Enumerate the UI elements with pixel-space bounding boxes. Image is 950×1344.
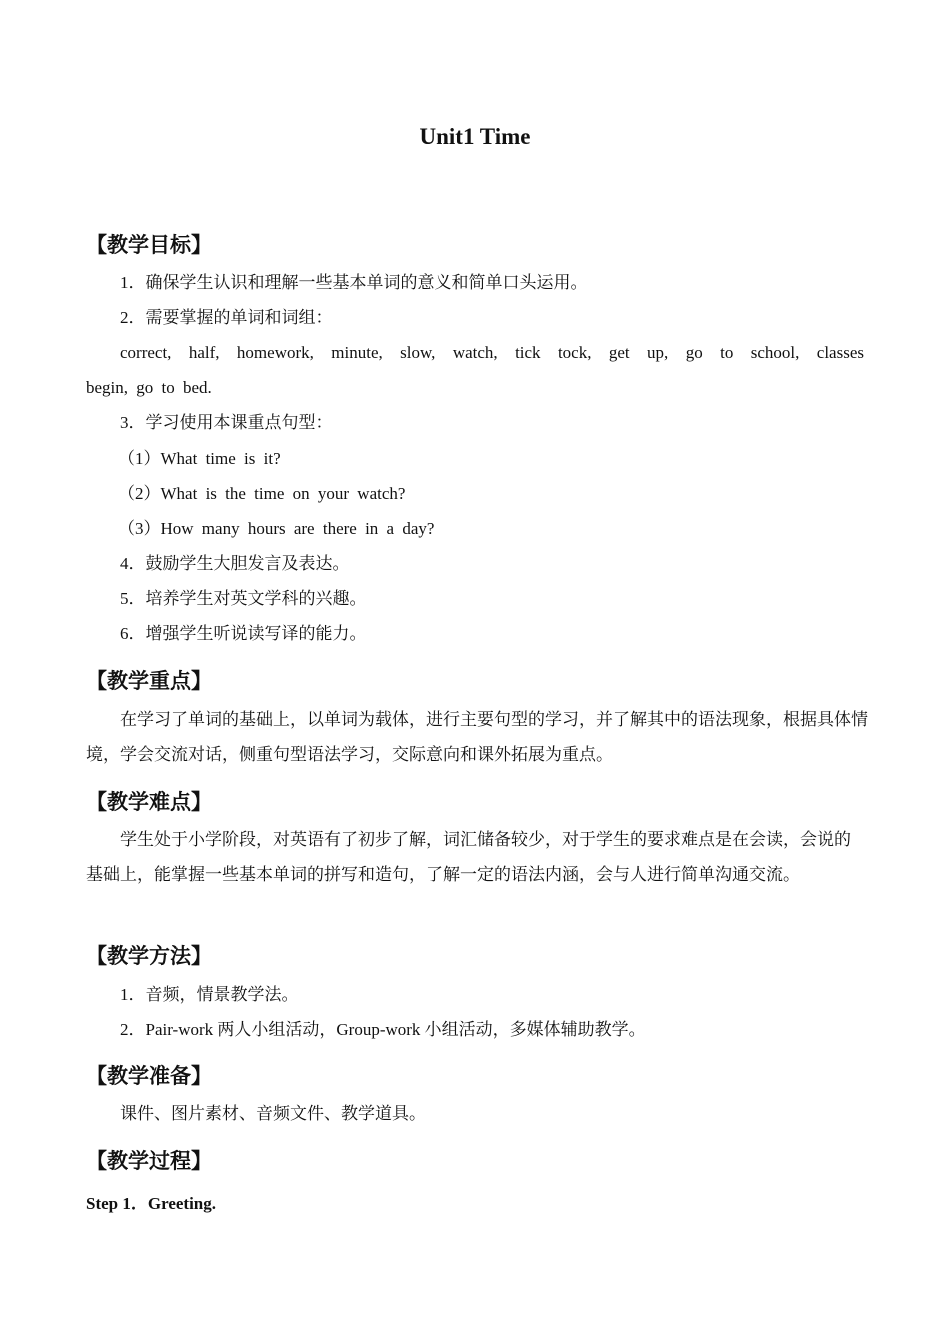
sentence-pattern-1: （1）What time is it? — [118, 449, 281, 468]
objective-item-4: 4．鼓励学生大胆发言及表达。 — [120, 554, 350, 573]
method-item-2: 2．Pair-work 两人小组活动，Group-work 小组活动，多媒体辅助教学。 — [120, 1020, 646, 1039]
difficulties-text: 学生处于小学阶段，对英语有了初步了解，词汇储备较少，对于学生的要求难点是在会读，会说的基础上，能掌握一些基本单词的拼写和造句，了解一定的语法内涵，会与人进行简单沟通交流。 — [86, 830, 851, 884]
key-points-heading: 【教学重点】 — [86, 669, 212, 693]
preparation-text: 课件、图片素材、音频文件、教学道具。 — [120, 1104, 426, 1123]
objective-item-6: 6．增强学生听说读写译的能力。 — [120, 624, 367, 643]
step-1-greeting: Step 1．Greeting. — [86, 1194, 217, 1213]
key-points-text: 在学习了单词的基础上，以单词为载体，进行主要句型的学习，并了解其中的语法现象，根据具体情境，学会交流对话，侧重句型语法学习，交际意向和课外拓展为重点。 — [86, 710, 868, 764]
document-title: Unit1 Time — [419, 124, 531, 149]
sentence-pattern-3: （3）How many hours are there in a day? — [118, 519, 435, 538]
sentence-pattern-2: （2）What is the time on your watch? — [118, 484, 406, 503]
vocab-line-1: correct, half, homework, minute, slow, watch, tick tock, get up, go to school, classes — [120, 343, 864, 362]
difficulties-heading: 【教学难点】 — [86, 790, 212, 814]
objectives-heading: 【教学目标】 — [86, 233, 212, 257]
objective-item-2: 2．需要掌握的单词和词组： — [120, 308, 333, 327]
methods-heading: 【教学方法】 — [86, 944, 212, 968]
vocab-line-2: begin, go to bed. — [86, 378, 212, 397]
method-item-1: 1．音频，情景教学法。 — [120, 985, 299, 1004]
objective-item-1: 1．确保学生认识和理解一些基本单词的意义和简单口头运用。 — [120, 273, 588, 292]
process-heading: 【教学过程】 — [86, 1149, 212, 1173]
objective-item-3: 3．学习使用本课重点句型： — [120, 413, 333, 432]
objective-item-5: 5．培养学生对英文学科的兴趣。 — [120, 589, 367, 608]
preparation-heading: 【教学准备】 — [86, 1064, 212, 1088]
